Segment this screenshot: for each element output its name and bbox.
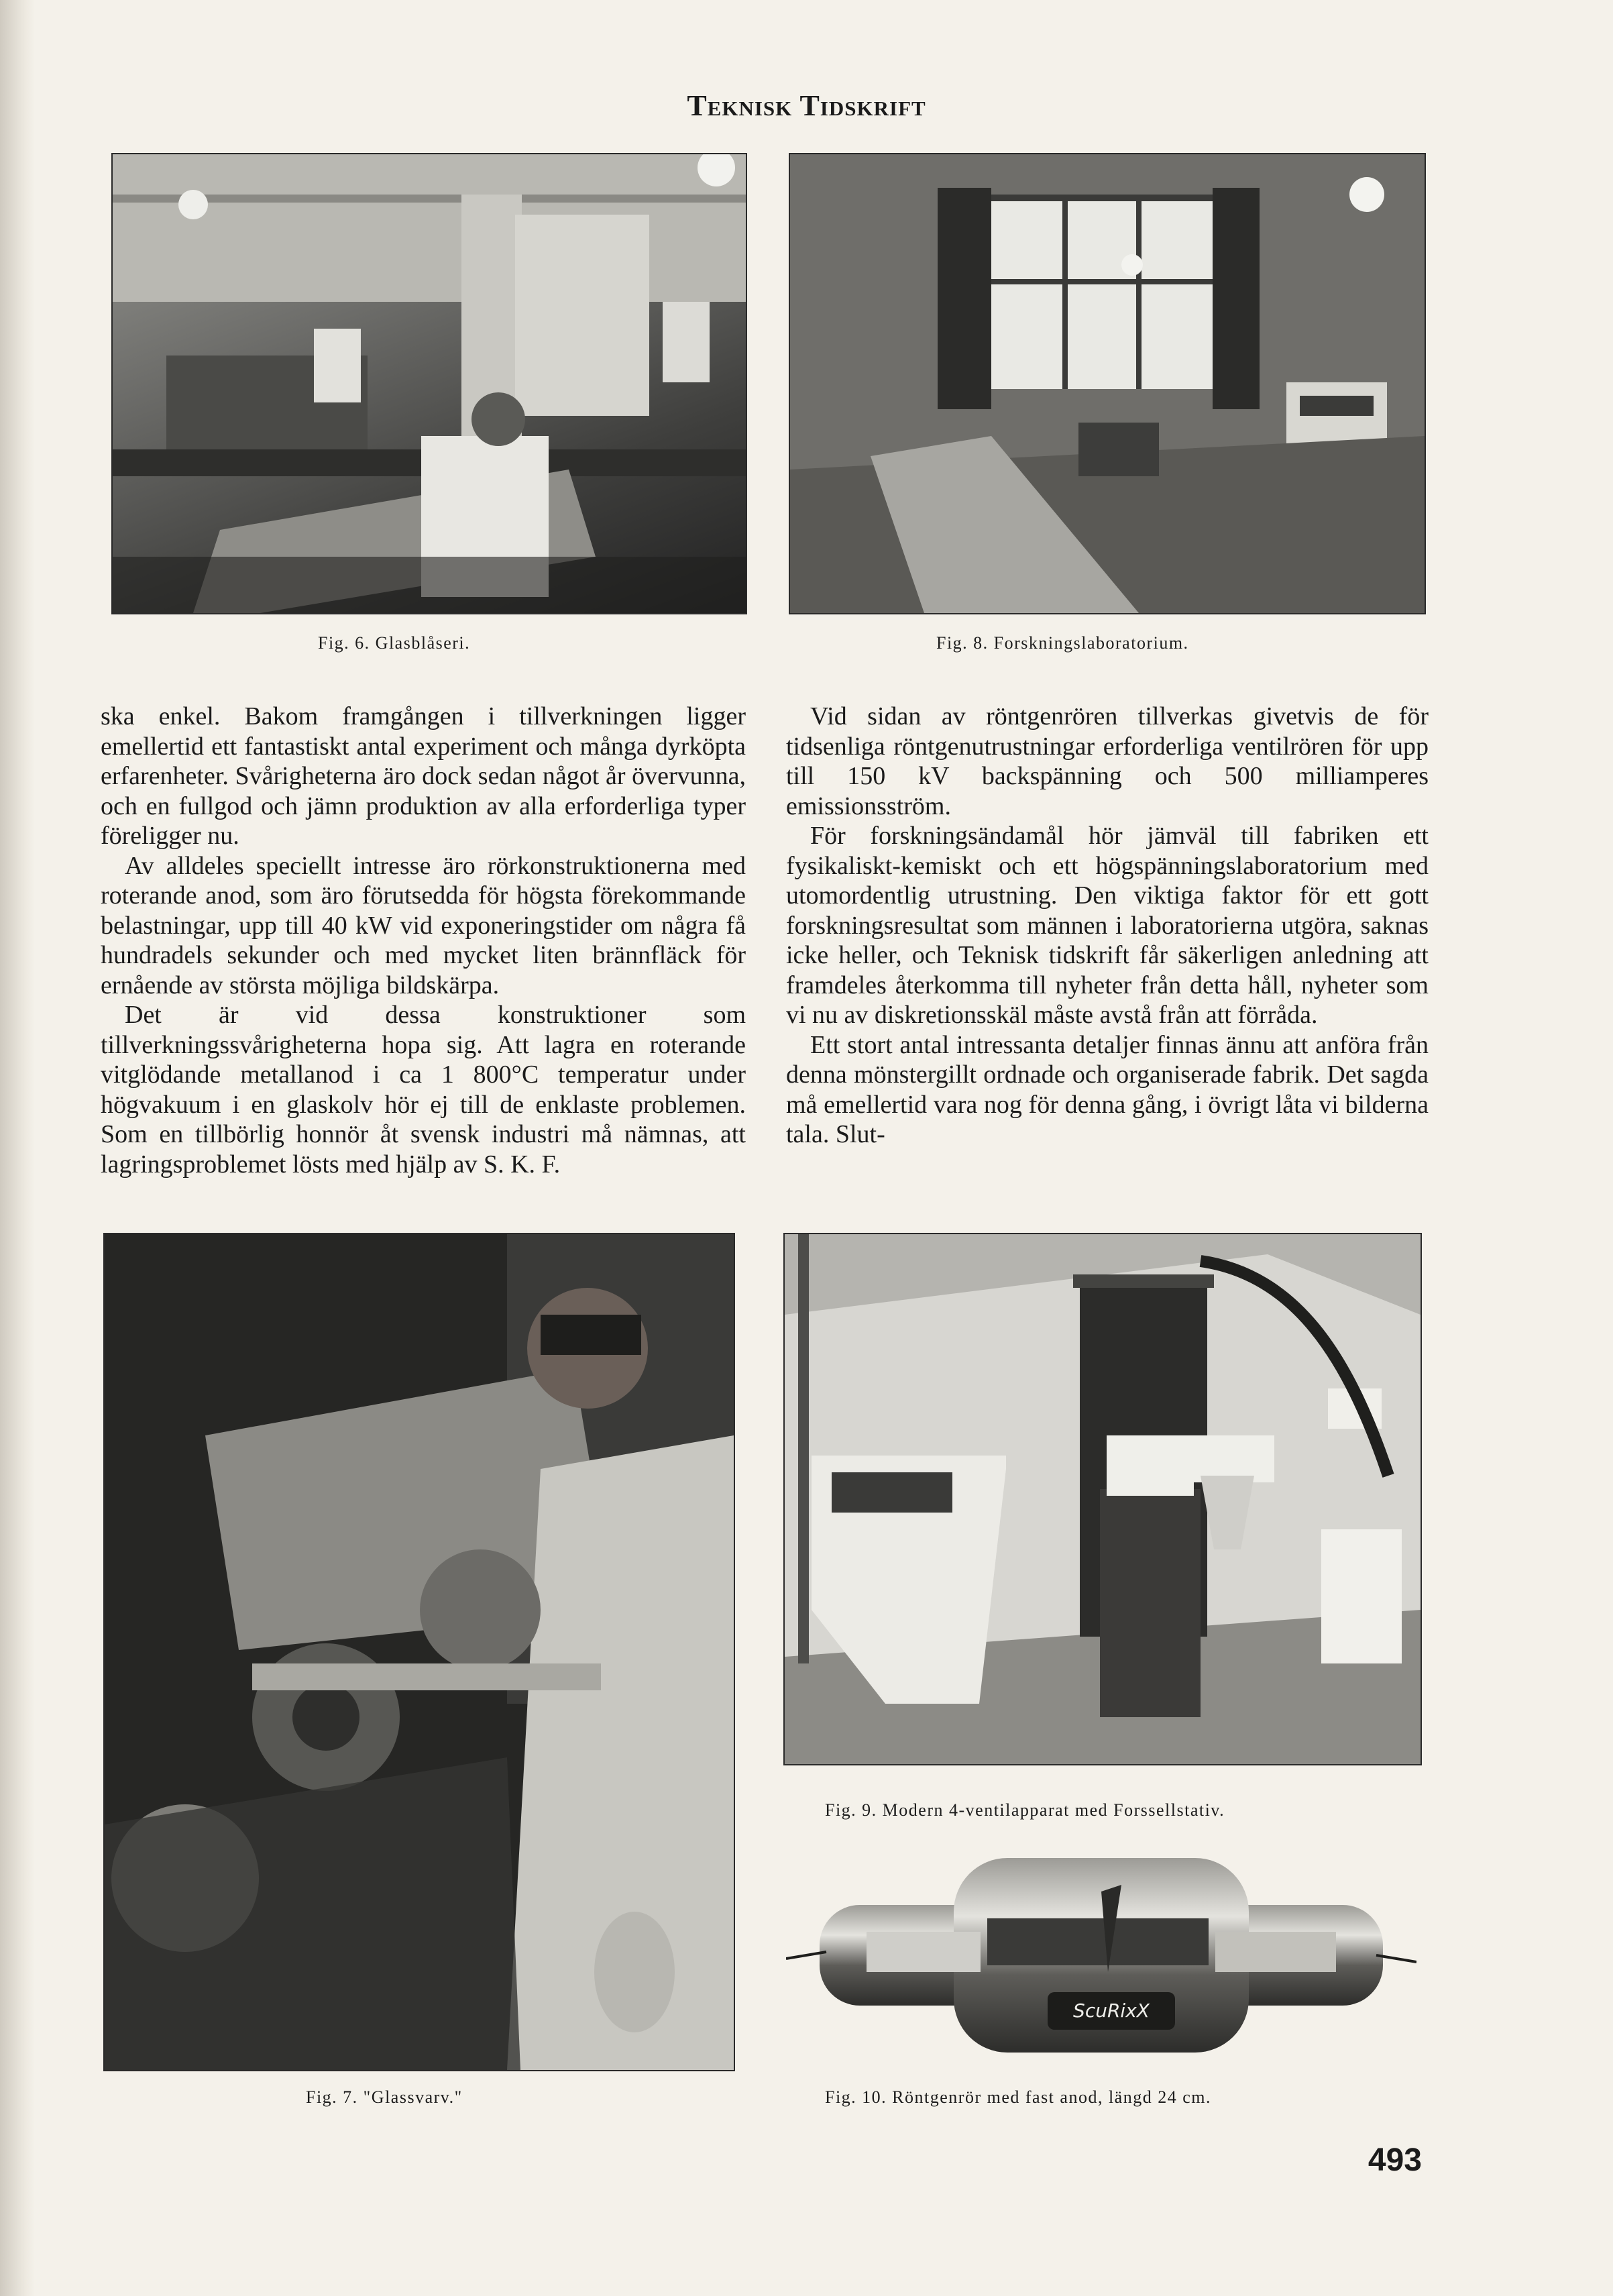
paragraph: Ett stort antal intressanta detaljer finnas ännu att anföra från denna mönstergillt ordnade och organiserade fabrik. Det sagda må emellertid vara nog för denna gång, i övrigt låta vi bilderna tala. Slut-	[786, 1030, 1429, 1148]
paragraph: Av alldeles speciellt intresse äro rörkonstruktionerna med roterande anod, som äro förutsedda för högsta förekommande belastningar, upp till 40 kW vid exponeringstider om några få hundradels sekunder och med mycket liten brännfläck för ernående av största möjliga bildskärpa.	[101, 851, 746, 999]
paragraph: För forskningsändamål hör jämväl till fabriken ett fysikaliskt-kemiskt och ett högspänningslaboratorium med utomordentlig utrustning. Den viktiga faktor för ett gott forskningsresultat som männen i laboratorierna utgöra, saknas icke heller, och Teknisk tidskrift får säkerligen anledning att framdeles återkomma till nyheter från detta håll, nyheter som vi nu av diskretionsskäl måste avstå från att förråda.	[786, 822, 1429, 1029]
fig6-caption: Fig. 6. Glasblåseri.	[318, 633, 471, 653]
paragraph: Det är vid dessa konstruktioner som tillverkningssvårigheterna hopa sig. Att lagra en roterande vitglödande metallanod i ca 1 800°C temperatur under högvakuum i en glaskolv hör ej till de enklaste problemen. Som en tillbörlig honnör åt svensk industri må nämnas, att lagringsproblemet lösts med hjälp av S. K. F.	[101, 1001, 746, 1179]
fig9-photo	[783, 1233, 1422, 1765]
fig7-photo	[103, 1233, 735, 2071]
fig8-caption: Fig. 8. Forskningslaboratorium.	[936, 633, 1189, 653]
paragraph: Vid sidan av röntgenrören tillverkas givetvis de för tidsenliga röntgenutrustningar erforderliga ventilrören för upp till 150 kV backspänning och 500 milliamperes emissionsström.	[786, 702, 1429, 820]
fig7-caption: Fig. 7. "Glassvarv."	[306, 2087, 463, 2107]
page-number: 493	[1368, 2142, 1422, 2178]
fig10-caption: Fig. 10. Röntgenrör med fast anod, längd 24 cm.	[825, 2087, 1211, 2107]
text-column-left	[101, 702, 746, 1179]
running-head: Teknisk Tidskrift	[687, 89, 926, 122]
fig9-caption: Fig. 9. Modern 4-ventilapparat med Forssellstativ.	[825, 1800, 1225, 1820]
fig8-photo	[789, 153, 1426, 614]
tube-label: ScuRixX	[1073, 2000, 1150, 2022]
fig6-photo	[111, 153, 747, 614]
fig10-xray-tube-illustration	[786, 1831, 1416, 2059]
text-column-right	[786, 702, 1429, 1150]
page-edge-shadow	[0, 0, 35, 2296]
paragraph: ska enkel. Bakom framgången i tillverkningen ligger emellertid ett fantastiskt antal experiment och många dyrköpta erfarenheter. Svårigheterna äro dock sedan något år övervunna, och en fullgod och jämn produktion av alla erforderliga typer föreligger nu.	[101, 702, 746, 850]
